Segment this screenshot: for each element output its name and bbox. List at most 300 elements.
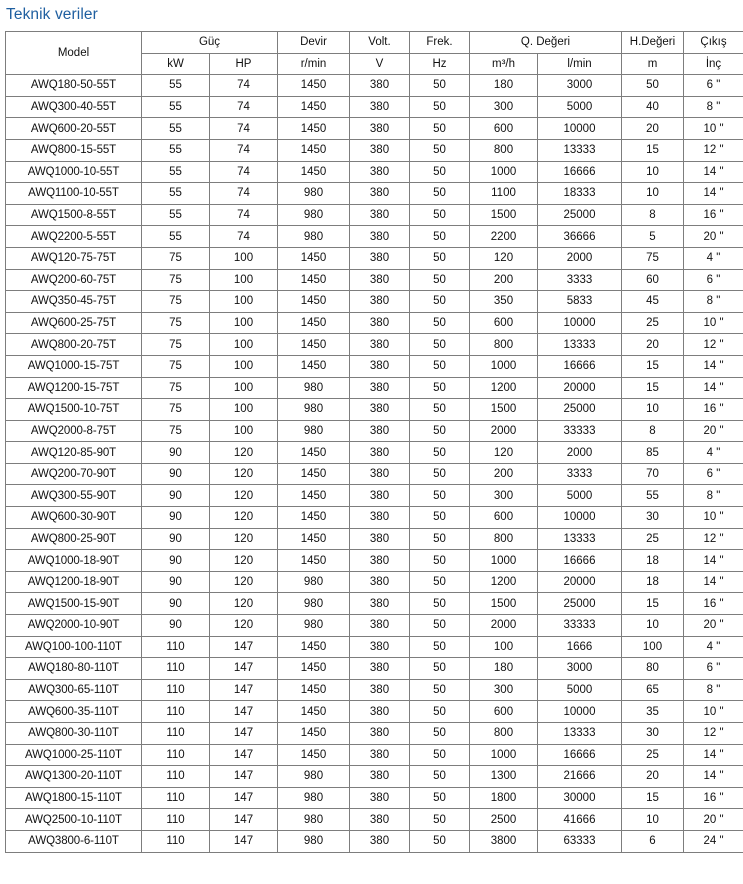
- cell-model: AWQ180-80-110T: [6, 658, 142, 680]
- cell-outlet: 4 ": [684, 636, 743, 658]
- cell-voltage: 380: [350, 528, 410, 550]
- cell-kw: 75: [142, 334, 210, 356]
- cell-hp: 100: [210, 377, 278, 399]
- cell-head: 8: [622, 420, 684, 442]
- cell-model: AWQ180-50-55T: [6, 75, 142, 97]
- cell-flow-lmin: 18333: [538, 183, 622, 205]
- cell-frequency: 50: [410, 701, 470, 723]
- cell-rpm: 1450: [278, 161, 350, 183]
- cell-head: 5: [622, 226, 684, 248]
- cell-frequency: 50: [410, 830, 470, 852]
- cell-model: AWQ800-25-90T: [6, 528, 142, 550]
- cell-hp: 100: [210, 355, 278, 377]
- cell-outlet: 6 ": [684, 658, 743, 680]
- cell-voltage: 380: [350, 204, 410, 226]
- cell-outlet: 20 ": [684, 420, 743, 442]
- cell-head: 25: [622, 312, 684, 334]
- cell-flow-lmin: 16666: [538, 744, 622, 766]
- cell-flow-m3h: 1800: [470, 787, 538, 809]
- cell-kw: 110: [142, 809, 210, 831]
- cell-frequency: 50: [410, 96, 470, 118]
- cell-model: AWQ2200-5-55T: [6, 226, 142, 248]
- cell-outlet: 16 ": [684, 593, 743, 615]
- unit-header-meter: m: [622, 53, 684, 75]
- cell-flow-lmin: 3000: [538, 658, 622, 680]
- table-row: [6, 118, 743, 140]
- cell-model: AWQ1500-15-90T: [6, 593, 142, 615]
- cell-kw: 110: [142, 744, 210, 766]
- table-row: [6, 658, 743, 680]
- cell-flow-lmin: 36666: [538, 226, 622, 248]
- cell-outlet: 20 ": [684, 226, 743, 248]
- cell-head: 100: [622, 636, 684, 658]
- cell-kw: 75: [142, 247, 210, 269]
- cell-head: 65: [622, 679, 684, 701]
- cell-voltage: 380: [350, 787, 410, 809]
- cell-flow-lmin: 3333: [538, 269, 622, 291]
- cell-frequency: 50: [410, 269, 470, 291]
- cell-rpm: 980: [278, 571, 350, 593]
- cell-rpm: 1450: [278, 701, 350, 723]
- cell-hp: 147: [210, 679, 278, 701]
- cell-voltage: 380: [350, 269, 410, 291]
- cell-rpm: 980: [278, 204, 350, 226]
- cell-outlet: 14 ": [684, 550, 743, 572]
- cell-head: 10: [622, 615, 684, 637]
- column-header-voltage: Volt.: [350, 32, 410, 54]
- table-row: [6, 830, 743, 852]
- cell-rpm: 1450: [278, 723, 350, 745]
- cell-rpm: 980: [278, 226, 350, 248]
- cell-hp: 74: [210, 204, 278, 226]
- cell-head: 75: [622, 247, 684, 269]
- cell-rpm: 1450: [278, 355, 350, 377]
- cell-model: AWQ1000-18-90T: [6, 550, 142, 572]
- cell-voltage: 380: [350, 766, 410, 788]
- cell-head: 25: [622, 528, 684, 550]
- cell-hp: 100: [210, 399, 278, 421]
- cell-head: 10: [622, 161, 684, 183]
- cell-voltage: 380: [350, 291, 410, 313]
- cell-outlet: 16 ": [684, 204, 743, 226]
- cell-flow-lmin: 20000: [538, 377, 622, 399]
- cell-outlet: 12 ": [684, 139, 743, 161]
- cell-rpm: 1450: [278, 550, 350, 572]
- table-row: [6, 485, 743, 507]
- table-row: [6, 723, 743, 745]
- cell-head: 10: [622, 809, 684, 831]
- unit-header-rpm: r/min: [278, 53, 350, 75]
- cell-flow-lmin: 10000: [538, 118, 622, 140]
- cell-hp: 100: [210, 420, 278, 442]
- cell-model: AWQ800-30-110T: [6, 723, 142, 745]
- cell-rpm: 980: [278, 183, 350, 205]
- table-row: [6, 593, 743, 615]
- table-row: [6, 139, 743, 161]
- cell-flow-m3h: 1500: [470, 204, 538, 226]
- cell-kw: 55: [142, 204, 210, 226]
- cell-voltage: 380: [350, 593, 410, 615]
- cell-flow-m3h: 180: [470, 75, 538, 97]
- cell-flow-lmin: 10000: [538, 507, 622, 529]
- cell-frequency: 50: [410, 226, 470, 248]
- table-row: [6, 269, 743, 291]
- unit-header-hz: Hz: [410, 53, 470, 75]
- cell-flow-m3h: 600: [470, 312, 538, 334]
- cell-kw: 90: [142, 528, 210, 550]
- cell-rpm: 1450: [278, 139, 350, 161]
- cell-frequency: 50: [410, 787, 470, 809]
- cell-head: 45: [622, 291, 684, 313]
- cell-head: 15: [622, 139, 684, 161]
- cell-flow-lmin: 1666: [538, 636, 622, 658]
- unit-header-volt: V: [350, 53, 410, 75]
- cell-model: AWQ120-75-75T: [6, 247, 142, 269]
- cell-rpm: 980: [278, 377, 350, 399]
- cell-head: 30: [622, 723, 684, 745]
- table-row: [6, 204, 743, 226]
- cell-model: AWQ600-30-90T: [6, 507, 142, 529]
- cell-flow-m3h: 800: [470, 528, 538, 550]
- cell-hp: 120: [210, 571, 278, 593]
- cell-outlet: 12 ": [684, 723, 743, 745]
- cell-model: AWQ1500-10-75T: [6, 399, 142, 421]
- cell-rpm: 1450: [278, 312, 350, 334]
- cell-frequency: 50: [410, 75, 470, 97]
- table-row: [6, 226, 743, 248]
- cell-flow-lmin: 41666: [538, 809, 622, 831]
- cell-kw: 90: [142, 615, 210, 637]
- cell-flow-m3h: 800: [470, 334, 538, 356]
- cell-frequency: 50: [410, 312, 470, 334]
- cell-head: 20: [622, 118, 684, 140]
- cell-rpm: 980: [278, 420, 350, 442]
- cell-frequency: 50: [410, 377, 470, 399]
- column-header-model: Model: [6, 32, 142, 75]
- cell-flow-lmin: 5000: [538, 679, 622, 701]
- column-header-frequency: Frek.: [410, 32, 470, 54]
- cell-rpm: 1450: [278, 636, 350, 658]
- cell-flow-lmin: 33333: [538, 615, 622, 637]
- cell-voltage: 380: [350, 809, 410, 831]
- cell-flow-m3h: 300: [470, 96, 538, 118]
- cell-hp: 74: [210, 161, 278, 183]
- cell-model: AWQ2000-10-90T: [6, 615, 142, 637]
- table-row: [6, 161, 743, 183]
- cell-flow-m3h: 1000: [470, 161, 538, 183]
- cell-kw: 110: [142, 787, 210, 809]
- cell-outlet: 14 ": [684, 744, 743, 766]
- cell-outlet: 20 ": [684, 615, 743, 637]
- cell-hp: 147: [210, 701, 278, 723]
- cell-flow-lmin: 25000: [538, 204, 622, 226]
- table-row: [6, 75, 743, 97]
- cell-frequency: 50: [410, 183, 470, 205]
- cell-model: AWQ1200-18-90T: [6, 571, 142, 593]
- cell-hp: 100: [210, 291, 278, 313]
- cell-frequency: 50: [410, 247, 470, 269]
- cell-head: 70: [622, 463, 684, 485]
- cell-voltage: 380: [350, 247, 410, 269]
- cell-outlet: 10 ": [684, 507, 743, 529]
- cell-rpm: 980: [278, 766, 350, 788]
- unit-header-lmin: l/min: [538, 53, 622, 75]
- cell-head: 8: [622, 204, 684, 226]
- cell-rpm: 980: [278, 399, 350, 421]
- cell-frequency: 50: [410, 571, 470, 593]
- cell-hp: 120: [210, 507, 278, 529]
- cell-kw: 55: [142, 183, 210, 205]
- cell-outlet: 8 ": [684, 679, 743, 701]
- cell-rpm: 1450: [278, 744, 350, 766]
- cell-rpm: 1450: [278, 247, 350, 269]
- column-header-speed: Devir: [278, 32, 350, 54]
- cell-flow-lmin: 5000: [538, 96, 622, 118]
- cell-model: AWQ2500-10-110T: [6, 809, 142, 831]
- cell-flow-lmin: 5000: [538, 485, 622, 507]
- table-row: [6, 399, 743, 421]
- cell-flow-m3h: 200: [470, 269, 538, 291]
- header-group-row: [6, 32, 743, 54]
- cell-rpm: 1450: [278, 269, 350, 291]
- cell-rpm: 1450: [278, 463, 350, 485]
- cell-outlet: 16 ": [684, 399, 743, 421]
- cell-voltage: 380: [350, 830, 410, 852]
- cell-model: AWQ1500-8-55T: [6, 204, 142, 226]
- cell-model: AWQ1000-10-55T: [6, 161, 142, 183]
- cell-flow-m3h: 120: [470, 442, 538, 464]
- page-title: Teknik veriler: [6, 6, 98, 23]
- cell-frequency: 50: [410, 550, 470, 572]
- cell-kw: 75: [142, 291, 210, 313]
- cell-rpm: 1450: [278, 507, 350, 529]
- cell-voltage: 380: [350, 507, 410, 529]
- cell-model: AWQ300-40-55T: [6, 96, 142, 118]
- cell-kw: 90: [142, 485, 210, 507]
- table-row: [6, 528, 743, 550]
- cell-voltage: 380: [350, 463, 410, 485]
- table-row: [6, 312, 743, 334]
- cell-kw: 90: [142, 463, 210, 485]
- cell-model: AWQ1300-20-110T: [6, 766, 142, 788]
- cell-flow-lmin: 16666: [538, 161, 622, 183]
- cell-voltage: 380: [350, 701, 410, 723]
- cell-model: AWQ3800-6-110T: [6, 830, 142, 852]
- cell-voltage: 380: [350, 183, 410, 205]
- cell-model: AWQ1800-15-110T: [6, 787, 142, 809]
- cell-head: 85: [622, 442, 684, 464]
- cell-flow-m3h: 600: [470, 507, 538, 529]
- cell-frequency: 50: [410, 679, 470, 701]
- column-header-head: H.Değeri: [622, 32, 684, 54]
- cell-model: AWQ100-100-110T: [6, 636, 142, 658]
- table-row: [6, 636, 743, 658]
- cell-flow-m3h: 1000: [470, 355, 538, 377]
- unit-header-kw: kW: [142, 53, 210, 75]
- cell-model: AWQ1000-15-75T: [6, 355, 142, 377]
- table-row: [6, 463, 743, 485]
- cell-outlet: 14 ": [684, 377, 743, 399]
- cell-flow-lmin: 21666: [538, 766, 622, 788]
- cell-outlet: 16 ": [684, 787, 743, 809]
- cell-kw: 55: [142, 226, 210, 248]
- cell-hp: 120: [210, 593, 278, 615]
- cell-flow-m3h: 800: [470, 723, 538, 745]
- cell-outlet: 6 ": [684, 463, 743, 485]
- cell-hp: 120: [210, 485, 278, 507]
- cell-model: AWQ600-35-110T: [6, 701, 142, 723]
- cell-voltage: 380: [350, 355, 410, 377]
- cell-flow-lmin: 13333: [538, 139, 622, 161]
- cell-kw: 75: [142, 269, 210, 291]
- cell-frequency: 50: [410, 485, 470, 507]
- cell-kw: 75: [142, 399, 210, 421]
- table-row: [6, 615, 743, 637]
- cell-rpm: 1450: [278, 118, 350, 140]
- cell-voltage: 380: [350, 658, 410, 680]
- cell-voltage: 380: [350, 744, 410, 766]
- cell-head: 55: [622, 485, 684, 507]
- cell-outlet: 24 ": [684, 830, 743, 852]
- cell-flow-lmin: 20000: [538, 571, 622, 593]
- cell-flow-m3h: 600: [470, 701, 538, 723]
- cell-head: 15: [622, 787, 684, 809]
- table-row: [6, 355, 743, 377]
- table-row: [6, 701, 743, 723]
- cell-voltage: 380: [350, 96, 410, 118]
- cell-rpm: 980: [278, 809, 350, 831]
- cell-head: 10: [622, 399, 684, 421]
- cell-frequency: 50: [410, 809, 470, 831]
- cell-rpm: 1450: [278, 485, 350, 507]
- table-row: [6, 420, 743, 442]
- cell-hp: 100: [210, 269, 278, 291]
- cell-model: AWQ1000-25-110T: [6, 744, 142, 766]
- cell-frequency: 50: [410, 399, 470, 421]
- cell-model: AWQ350-45-75T: [6, 291, 142, 313]
- cell-kw: 90: [142, 550, 210, 572]
- cell-frequency: 50: [410, 463, 470, 485]
- cell-hp: 147: [210, 830, 278, 852]
- cell-frequency: 50: [410, 723, 470, 745]
- cell-rpm: 1450: [278, 291, 350, 313]
- cell-outlet: 10 ": [684, 118, 743, 140]
- cell-flow-lmin: 13333: [538, 723, 622, 745]
- cell-head: 15: [622, 355, 684, 377]
- cell-hp: 74: [210, 139, 278, 161]
- cell-model: AWQ300-65-110T: [6, 679, 142, 701]
- table-row: [6, 183, 743, 205]
- cell-rpm: 980: [278, 787, 350, 809]
- cell-hp: 120: [210, 550, 278, 572]
- cell-flow-lmin: 30000: [538, 787, 622, 809]
- table-row: [6, 247, 743, 269]
- cell-flow-m3h: 800: [470, 139, 538, 161]
- cell-voltage: 380: [350, 636, 410, 658]
- cell-flow-m3h: 1300: [470, 766, 538, 788]
- cell-hp: 100: [210, 247, 278, 269]
- cell-outlet: 14 ": [684, 161, 743, 183]
- column-header-flow: Q. Değeri: [470, 32, 622, 54]
- cell-head: 10: [622, 183, 684, 205]
- table-row: [6, 787, 743, 809]
- unit-header-hp: HP: [210, 53, 278, 75]
- table-header: [6, 32, 743, 75]
- cell-kw: 90: [142, 442, 210, 464]
- table-row: [6, 96, 743, 118]
- cell-flow-m3h: 2000: [470, 420, 538, 442]
- cell-frequency: 50: [410, 118, 470, 140]
- cell-kw: 110: [142, 830, 210, 852]
- cell-flow-lmin: 25000: [538, 593, 622, 615]
- cell-frequency: 50: [410, 658, 470, 680]
- cell-flow-m3h: 300: [470, 679, 538, 701]
- cell-frequency: 50: [410, 615, 470, 637]
- cell-flow-m3h: 2000: [470, 615, 538, 637]
- cell-rpm: 980: [278, 615, 350, 637]
- cell-model: AWQ800-20-75T: [6, 334, 142, 356]
- table-row: [6, 679, 743, 701]
- cell-hp: 147: [210, 744, 278, 766]
- cell-flow-m3h: 180: [470, 658, 538, 680]
- cell-voltage: 380: [350, 161, 410, 183]
- cell-voltage: 380: [350, 226, 410, 248]
- cell-kw: 75: [142, 312, 210, 334]
- cell-flow-m3h: 1500: [470, 399, 538, 421]
- cell-model: AWQ600-25-75T: [6, 312, 142, 334]
- cell-outlet: 14 ": [684, 355, 743, 377]
- cell-hp: 74: [210, 75, 278, 97]
- cell-head: 80: [622, 658, 684, 680]
- cell-kw: 55: [142, 118, 210, 140]
- column-header-outlet: Çıkış: [684, 32, 743, 54]
- cell-hp: 147: [210, 766, 278, 788]
- cell-kw: 110: [142, 679, 210, 701]
- cell-flow-lmin: 13333: [538, 528, 622, 550]
- cell-kw: 90: [142, 571, 210, 593]
- cell-flow-lmin: 2000: [538, 442, 622, 464]
- cell-flow-lmin: 13333: [538, 334, 622, 356]
- cell-outlet: 20 ": [684, 809, 743, 831]
- cell-model: AWQ1200-15-75T: [6, 377, 142, 399]
- cell-voltage: 380: [350, 75, 410, 97]
- cell-model: AWQ600-20-55T: [6, 118, 142, 140]
- cell-flow-m3h: 3800: [470, 830, 538, 852]
- cell-kw: 90: [142, 593, 210, 615]
- cell-voltage: 380: [350, 571, 410, 593]
- unit-header-inch: İnç: [684, 53, 743, 75]
- table-row: [6, 550, 743, 572]
- cell-frequency: 50: [410, 744, 470, 766]
- cell-head: 50: [622, 75, 684, 97]
- cell-frequency: 50: [410, 355, 470, 377]
- cell-voltage: 380: [350, 442, 410, 464]
- cell-flow-m3h: 100: [470, 636, 538, 658]
- cell-voltage: 380: [350, 334, 410, 356]
- cell-model: AWQ1100-10-55T: [6, 183, 142, 205]
- cell-head: 18: [622, 571, 684, 593]
- cell-kw: 110: [142, 766, 210, 788]
- cell-flow-m3h: 1200: [470, 571, 538, 593]
- cell-flow-lmin: 3000: [538, 75, 622, 97]
- cell-flow-lmin: 5833: [538, 291, 622, 313]
- cell-rpm: 1450: [278, 442, 350, 464]
- cell-hp: 74: [210, 183, 278, 205]
- cell-outlet: 14 ": [684, 183, 743, 205]
- cell-flow-m3h: 200: [470, 463, 538, 485]
- cell-outlet: 4 ": [684, 442, 743, 464]
- cell-model: AWQ120-85-90T: [6, 442, 142, 464]
